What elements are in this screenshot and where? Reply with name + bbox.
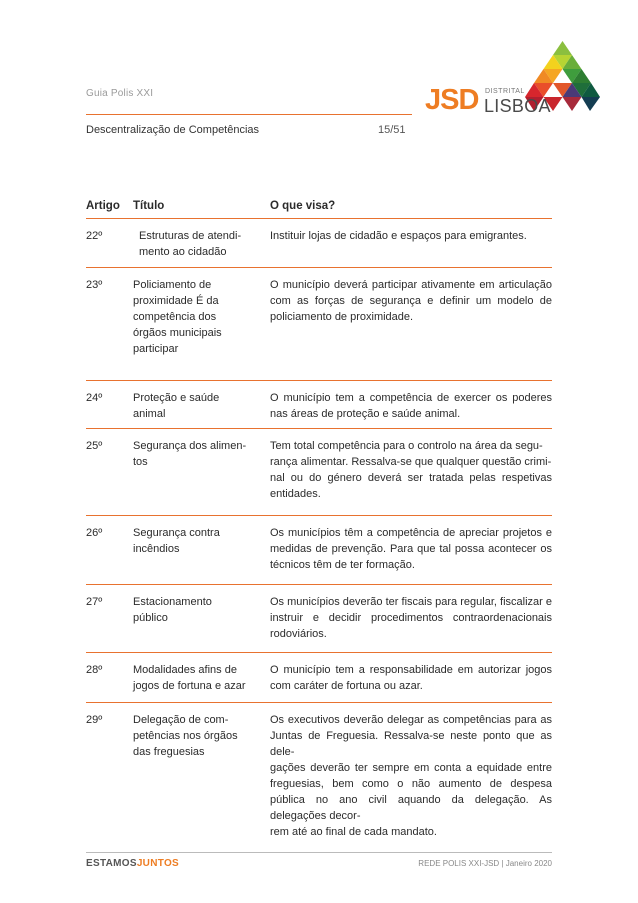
row-visa: O município tem a competência de exercer os poderes nas áreas de proteção e saúde animal. — [270, 392, 552, 420]
table-row — [86, 219, 552, 268]
table-row — [86, 429, 552, 516]
row-visa: O município tem a responsabilidade em autorizar jogos com caráter de fortuna ou azar. — [270, 664, 552, 692]
footer-slogan-word2: JUNTOS — [136, 858, 179, 869]
header-divider — [86, 114, 412, 115]
row-titulo: Estruturas de atendi- mento ao cidadão — [139, 230, 242, 258]
row-artigo: 29º — [86, 714, 103, 726]
table-row — [86, 381, 552, 429]
table-row — [86, 703, 552, 838]
footer-slogan-word1: ESTAMOS — [86, 858, 137, 869]
row-titulo: Estacionamento público — [133, 596, 212, 624]
guide-title: Guia Polis XXI — [86, 88, 154, 99]
row-visa: Os municípios têm a competência de apreciar projetos e medidas de prevenção. Para que tal possa acontecer os técnicos têm de ter formação. — [270, 527, 552, 571]
logo-brand-text: JSD — [425, 84, 479, 116]
row-visa: Instituir lojas de cidadão e espaços para emigrantes. — [270, 230, 527, 242]
row-titulo: Segurança contra incêndios — [133, 527, 220, 555]
competencies-table — [86, 196, 552, 838]
table-row — [86, 268, 552, 381]
logo-distrital-text: DISTRITAL — [485, 88, 525, 95]
table-row — [86, 585, 552, 653]
row-titulo: Proteção e saúde animal — [133, 392, 220, 420]
footer-divider — [86, 852, 552, 853]
header-titulo: Título — [133, 200, 165, 212]
page-number: 15/51 — [378, 124, 406, 136]
row-artigo: 27º — [86, 596, 103, 608]
table-row — [86, 516, 552, 585]
header-visa: O que visa? — [270, 200, 336, 212]
table-header — [86, 196, 552, 219]
row-artigo: 22º — [86, 230, 103, 242]
header-artigo: Artigo — [86, 200, 120, 212]
row-titulo: Segurança dos alimen- tos — [133, 440, 247, 468]
footer-slogan — [86, 858, 179, 869]
section-title: Descentralização de Competências — [86, 124, 260, 136]
row-artigo: 24º — [86, 392, 103, 404]
row-artigo: 25º — [86, 440, 103, 452]
row-titulo: Policiamento de proximidade É da competência dos órgãos municipais participar — [133, 279, 222, 355]
logo-city-text: LISBOA — [484, 96, 551, 116]
row-titulo: Delegação de com- petências nos órgãos das freguesias — [133, 714, 238, 758]
row-artigo: 23º — [86, 279, 103, 291]
table-row — [86, 653, 552, 703]
row-visa: Tem total competência para o controlo na área da segu- rança alimentar. Ressalva-se que qualquer questão crimi- nal ou do género deverá ser tratada pelas respetivas entidades. — [270, 440, 552, 500]
row-visa: Os executivos deverão delegar as competências para as Juntas de Freguesia. Ressalva-se neste ponto que as dele- gações deverão ter sempre em conta a equidade entre freguesias, bem como o não aumento de despesa pública no ano civil aquando da delegação. As delegações decor- rem até ao final de cada mandato. — [270, 714, 552, 838]
row-artigo: 26º — [86, 527, 103, 539]
row-artigo: 28º — [86, 664, 103, 676]
row-visa: Os municípios deverão ter fiscais para regular, fiscalizar e instruir e decidir procedimentos contraordenacionais rodoviários. — [270, 596, 552, 640]
row-titulo: Modalidades afins de jogos de fortuna e azar — [133, 664, 246, 692]
footer-credit: REDE POLIS XXI-JSD | Janeiro 2020 — [418, 859, 552, 868]
row-visa: O município deverá participar ativamente em articulação com as forças de segurança e definir um modelo de policiamento de proximidade. — [270, 279, 552, 323]
